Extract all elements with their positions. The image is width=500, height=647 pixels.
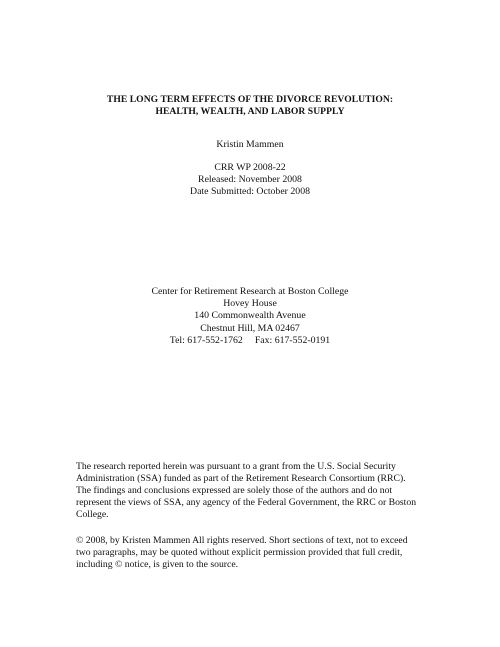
submission-date: Date Submitted: October 2008 [190, 186, 310, 198]
release-date: Released: November 2008 [198, 174, 302, 186]
copyright-line: including © notice, is given to the source. [76, 559, 239, 570]
funding-line: represent the views of SSA, any agency of the Federal Government, the RRC or Boston [76, 497, 417, 508]
funding-line: The research reported herein was pursuant to a grant from the U.S. Social Security [76, 461, 396, 472]
paper-meta [0, 162, 500, 199]
fax: Fax: 617-552-0191 [254, 334, 331, 346]
city-state-zip: Chestnut Hill, MA 02467 [200, 322, 300, 334]
copyright-line: two paragraphs, may be quoted without explicit permission provided that full credit, [76, 547, 403, 558]
building-name: Hovey House [223, 298, 277, 310]
title-line-1: THE LONG TERM EFFECTS OF THE DIVORCE REVOLUTION: [106, 94, 394, 105]
institution-address [0, 286, 500, 347]
author-name: Kristin Mammen [216, 139, 284, 150]
funding-line: The findings and conclusions expressed are solely those of the authors and do not [76, 485, 393, 496]
institution-name: Center for Retirement Research at Boston College [151, 286, 349, 297]
working-paper-number: CRR WP 2008-22 [214, 162, 286, 173]
copyright-line: © 2008, by Kristen Mammen All rights reserved. Short sections of text, not to exceed [76, 535, 408, 546]
funding-line: Administration (SSA) funded as part of the Retirement Research Consortium (RRC). [76, 473, 406, 484]
funding-disclaimer [76, 461, 432, 521]
funding-line: College. [76, 509, 109, 520]
contact-line [0, 335, 500, 347]
paper-title [0, 94, 500, 118]
telephone: Tel: 617-552-1762 [169, 334, 243, 346]
copyright-notice [76, 535, 432, 571]
street-address: 140 Commonwealth Avenue [194, 310, 306, 322]
title-line-2: HEALTH, WEALTH, AND LABOR SUPPLY [155, 106, 345, 117]
